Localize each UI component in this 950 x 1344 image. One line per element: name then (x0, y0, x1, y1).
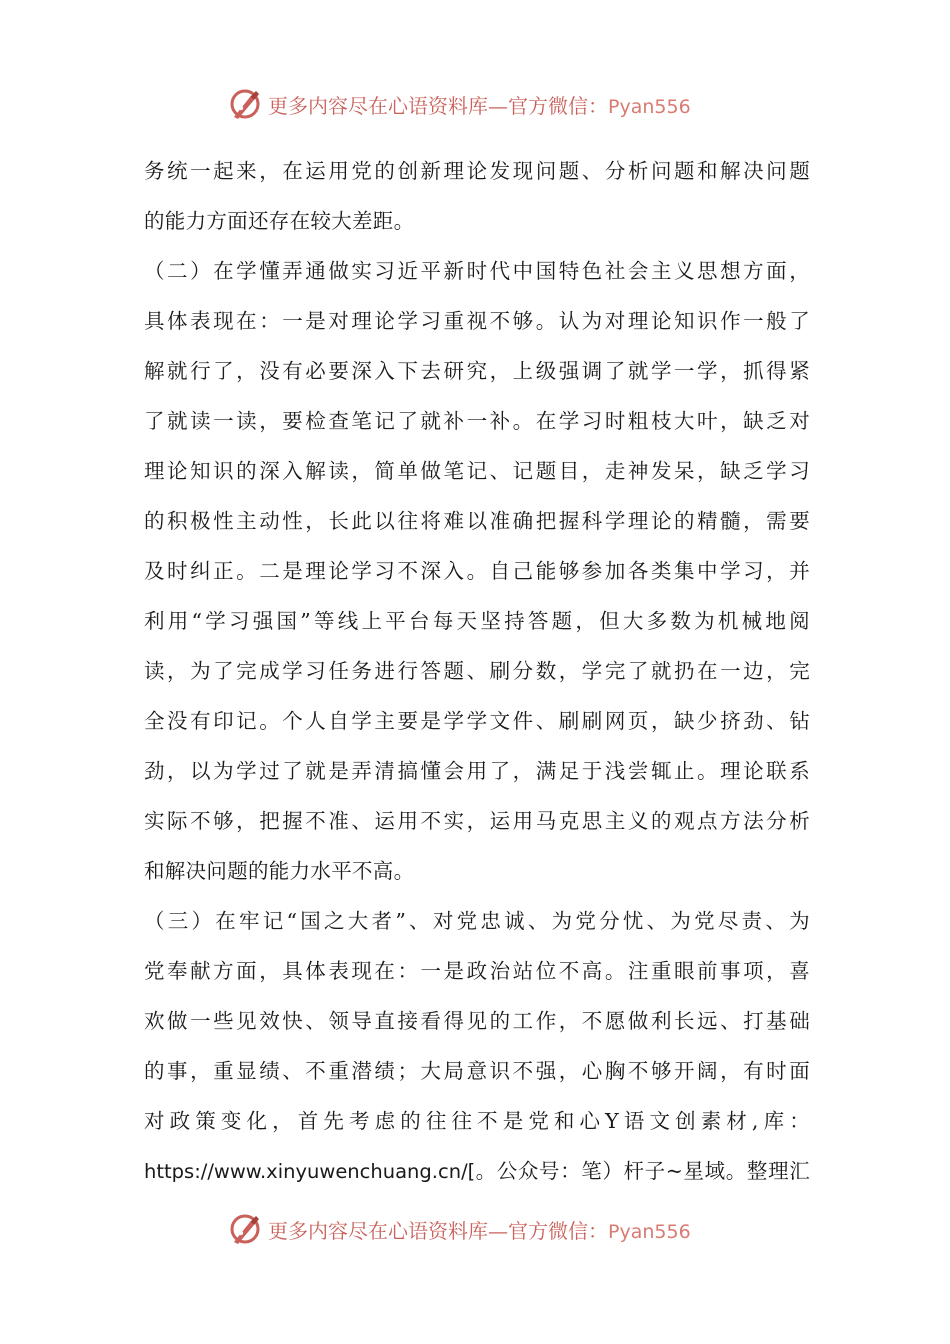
pen-circle-logo-icon (228, 1212, 262, 1246)
watermark-wechat-label: 官方微信： (508, 1218, 608, 1243)
text-line: 对政策变化，首先考虑的往往不是党和心Y语文创素材,库： (144, 1109, 810, 1133)
watermark-text (268, 90, 691, 119)
body-text (144, 146, 810, 1196)
text-line: （二）在学懂弄通做实习近平新时代中国特色社会主义思想方面， (144, 259, 810, 283)
watermark-wechat-id: Pyan556 (608, 95, 691, 118)
watermark-cn: 更多内容尽在心语资料库 (268, 1218, 488, 1243)
text-line: 利用“学习强国”等线上平台每天坚持答题，但大多数为机械地阅 (144, 609, 810, 633)
text-line: 读，为了完成学习任务进行答题、刷分数，学完了就扔在一边，完 (144, 659, 810, 683)
text-line: 和解决问题的能力水平不高。 (144, 859, 415, 883)
watermark-cn: 更多内容尽在心语资料库 (268, 93, 488, 118)
footer-watermark (228, 1209, 748, 1249)
text-line-url (144, 1146, 810, 1196)
pen-circle-logo-icon (228, 87, 262, 121)
text-line: 了就读一读，要检查笔记了就补一补。在学习时粗枝大叶，缺乏对 (144, 409, 810, 433)
text-line: 具体表现在：一是对理论学习重视不够。认为对理论知识作一般了 (144, 309, 810, 333)
watermark-wechat-label: 官方微信： (508, 93, 608, 118)
text-line: （三）在牢记“国之大者”、对党忠诚、为党分忧、为党尽责、为 (144, 909, 810, 933)
text-line: 理论知识的深入解读，简单做笔记、记题目，走神发呆，缺乏学习 (144, 459, 810, 483)
watermark-separator: — (488, 93, 508, 118)
header-watermark (228, 84, 748, 124)
text-line: 全没有印记。个人自学主要是学学文件、刷刷网页，缺少挤劲、钻 (144, 709, 810, 733)
text-line: 的积极性主动性，长此以往将难以准确把握科学理论的精髓，需要 (144, 509, 810, 533)
text-line: 劲，以为学过了就是弄清搞懂会用了，满足于浅尝辄止。理论联系 (144, 759, 810, 783)
text-line: 党奉献方面，具体表现在：一是政治站位不高。注重眼前事项，喜 (144, 959, 810, 983)
watermark-separator: — (488, 1218, 508, 1243)
text-line-rest: 。公众号：笔）杆子~星域。整理汇 (475, 1159, 810, 1183)
text-line: 的事，重显绩、不重潜绩；大局意识不强，心胸不够开阔，有时面 (144, 1059, 810, 1083)
source-url-link[interactable]: https://www.xinyuwenchuang.cn/[ (144, 1160, 476, 1183)
watermark-text (268, 1215, 691, 1244)
text-line: 欢做一些见效快、领导直接看得见的工作，不愿做利长远、打基础 (144, 1009, 810, 1033)
text-line: 实际不够，把握不准、运用不实，运用马克思主义的观点方法分析 (144, 809, 810, 833)
watermark-wechat-id: Pyan556 (608, 1220, 691, 1243)
text-line: 解就行了，没有必要深入下去研究，上级强调了就学一学，抓得紧 (144, 359, 810, 383)
text-line: 及时纠正。二是理论学习不深入。自己能够参加各类集中学习，并 (144, 559, 810, 583)
text-line: 的能力方面还存在较大差距。 (144, 209, 415, 233)
text-line: 务统一起来，在运用党的创新理论发现问题、分析问题和解决问题 (144, 159, 810, 183)
